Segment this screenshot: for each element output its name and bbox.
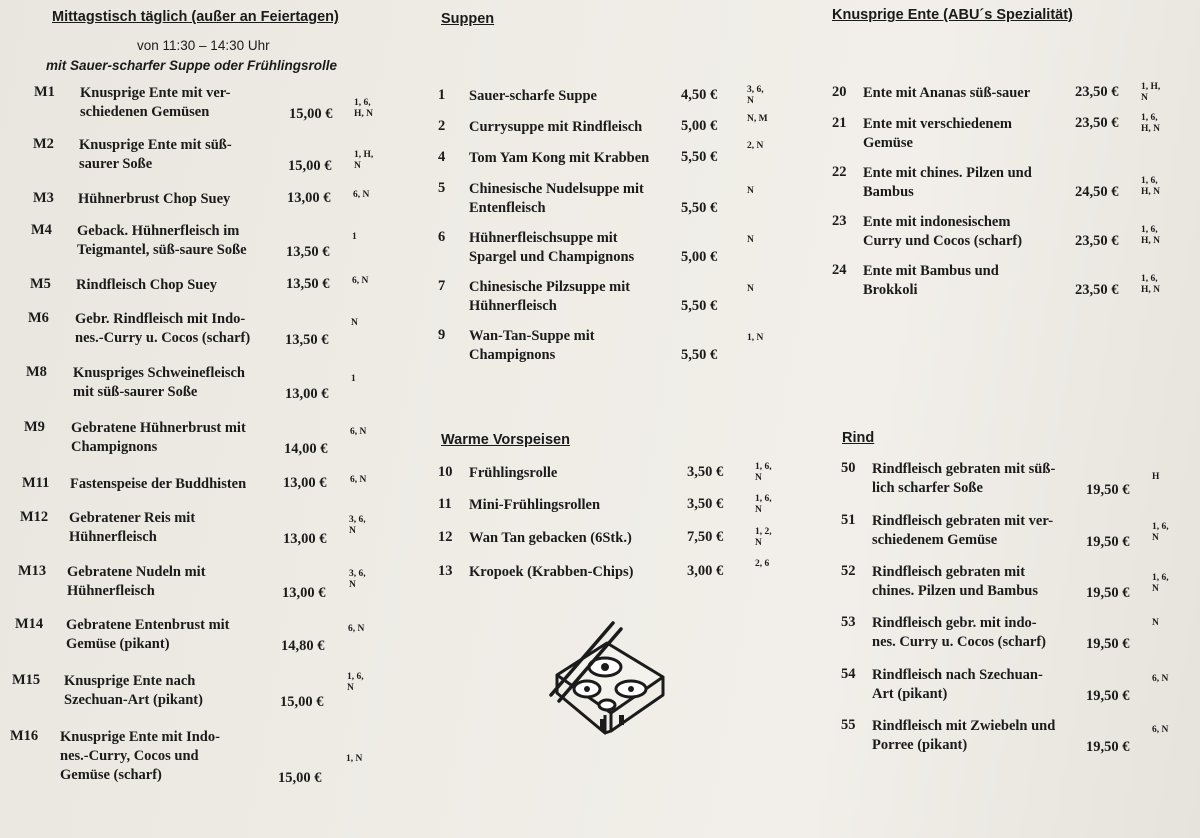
duck-item-name: Ente mit Bambus und Brokkoli — [863, 263, 999, 298]
duck-item-price: 23,50 € — [1075, 115, 1119, 131]
beef-item-price: 19,50 € — [1086, 585, 1130, 601]
beef-item-price: 19,50 € — [1086, 534, 1130, 550]
soups-item-price: 4,50 € — [681, 87, 718, 103]
lunch-item-name: Hühnerbrust Chop Suey — [78, 191, 231, 207]
bento-box-with-chopsticks-icon — [545, 615, 670, 750]
starters-item-allergens: 2, 6 — [755, 559, 770, 569]
starters-item-name: Wan Tan gebacken (6Stk.) — [469, 530, 632, 546]
lunch-item-number: M11 — [22, 475, 50, 491]
lunch-item-price: 13,00 € — [283, 531, 327, 547]
soups-item-name: Chinesische Nudelsuppe mit Entenfleisch — [469, 181, 644, 216]
lunch-item-price: 14,80 € — [281, 638, 325, 654]
duck-item-price: 23,50 € — [1075, 233, 1119, 249]
beef-item-allergens: 6, N — [1152, 674, 1169, 684]
duck-heading: Knusprige Ente (ABU´s Spezialität) — [832, 7, 1073, 23]
lunch-item-name: Gebratener Reis mit Hühnerfleisch — [69, 510, 196, 545]
starters-item-number: 10 — [438, 464, 453, 480]
lunch-item-price: 13,50 € — [286, 276, 330, 292]
starters-item-allergens: 1, 6, N — [755, 462, 772, 483]
beef-item-name: Rindfleisch nach Szechuan- Art (pikant) — [872, 667, 1043, 702]
lunch-item-allergens: 1, N — [346, 754, 363, 764]
duck-item-number: 24 — [832, 262, 847, 278]
lunch-item-price: 15,00 € — [289, 106, 333, 122]
soups-item-allergens: 3, 6, N — [747, 85, 764, 106]
lunch-item-name: Geback. Hühnerfleisch im Teigmantel, süß-saure Soße — [77, 223, 247, 258]
starters-item-price: 7,50 € — [687, 529, 724, 545]
beef-item-allergens: 6, N — [1152, 725, 1169, 735]
lunch-item-number: M13 — [18, 563, 47, 579]
beef-item-price: 19,50 € — [1086, 636, 1130, 652]
beef-item-allergens: 1, 6, N — [1152, 573, 1169, 594]
lunch-item-price: 13,00 € — [287, 190, 331, 206]
duck-item-allergens: 1, 6, H, N — [1141, 274, 1160, 295]
lunch-item-number: M4 — [31, 222, 52, 238]
lunch-item-price: 13,00 € — [285, 386, 329, 402]
beef-item-name: Rindfleisch gebraten mit chines. Pilzen und Bambus — [872, 564, 1038, 599]
starters-item-number: 13 — [438, 563, 453, 579]
lunch-item-allergens: 1 — [351, 374, 356, 384]
beef-item-number: 55 — [841, 717, 856, 733]
lunch-item-number: M16 — [10, 728, 39, 744]
lunch-item-allergens: 1, 6, N — [347, 672, 364, 693]
lunch-item-allergens: 6, N — [350, 475, 367, 485]
soups-item-price: 5,50 € — [681, 200, 718, 216]
starters-item-name: Kropoek (Krabben-Chips) — [469, 564, 634, 580]
soups-item-number: 7 — [438, 278, 446, 294]
beef-item-number: 54 — [841, 666, 856, 682]
duck-item-price: 24,50 € — [1075, 184, 1119, 200]
beef-item-allergens: H — [1152, 472, 1160, 482]
beef-item-number: 51 — [841, 512, 856, 528]
duck-item-name: Ente mit chines. Pilzen und Bambus — [863, 165, 1032, 200]
starters-item-allergens: 1, 6, N — [755, 494, 772, 515]
beef-item-price: 19,50 € — [1086, 482, 1130, 498]
starters-item-number: 12 — [438, 529, 453, 545]
lunch-item-name: Fastenspeise der Buddhisten — [70, 476, 247, 492]
lunch-item-name: Knuspriges Schweinefleisch mit süß-saurer Soße — [73, 365, 245, 400]
soups-item-price: 5,00 € — [681, 249, 718, 265]
beef-item-name: Rindfleisch gebr. mit indo- nes. Curry u. Cocos (scharf) — [872, 615, 1046, 650]
soups-item-name: Tom Yam Kong mit Krabben — [469, 150, 650, 166]
lunch-item-number: M2 — [33, 136, 54, 152]
lunch-item-name: Gebr. Rindfleisch mit Indo- nes.-Curry u. Cocos (scharf) — [75, 311, 251, 346]
lunch-item-number: M1 — [34, 84, 55, 100]
starters-item-price: 3,50 € — [687, 464, 724, 480]
duck-item-name: Ente mit verschiedenem Gemüse — [863, 116, 1012, 151]
duck-item-allergens: 1, 6, H, N — [1141, 225, 1160, 246]
beef-item-allergens: 1, 6, N — [1152, 522, 1169, 543]
starters-item-number: 11 — [438, 496, 452, 512]
lunch-item-number: M14 — [15, 616, 44, 632]
lunch-item-number: M5 — [30, 276, 51, 292]
lunch-with-note: mit Sauer-scharfer Suppe oder Frühlingsrolle — [46, 58, 338, 73]
lunch-item-name: Knusprige Ente nach Szechuan-Art (pikant) — [64, 673, 203, 708]
lunch-item-allergens: 3, 6, N — [349, 569, 366, 590]
soups-item-price: 5,50 € — [681, 347, 718, 363]
soups-item-price: 5,50 € — [681, 298, 718, 314]
lunch-item-allergens: 6, N — [348, 624, 365, 634]
starters-item-price: 3,00 € — [687, 563, 724, 579]
soups-item-price: 5,00 € — [681, 118, 718, 134]
lunch-item-number: M15 — [12, 672, 41, 688]
beef-item-number: 53 — [841, 614, 856, 630]
soups-item-name: Currysuppe mit Rindfleisch — [469, 119, 643, 135]
lunch-item-name: Gebratene Nudeln mit Hühnerfleisch — [67, 564, 206, 599]
beef-item-number: 50 — [841, 460, 856, 476]
soups-item-name: Sauer-scharfe Suppe — [469, 88, 597, 104]
starters-item-name: Frühlingsrolle — [469, 465, 558, 481]
duck-item-number: 23 — [832, 213, 847, 229]
soups-heading: Suppen — [441, 11, 495, 27]
beef-item-number: 52 — [841, 563, 856, 579]
lunch-item-price: 13,50 € — [286, 244, 330, 260]
lunch-item-allergens: 3, 6, N — [349, 515, 366, 536]
beef-heading: Rind — [842, 430, 875, 446]
lunch-item-name: Gebratene Hühnerbrust mit Champignons — [71, 420, 246, 455]
beef-item-price: 19,50 € — [1086, 739, 1130, 755]
lunch-item-price: 13,00 € — [282, 585, 326, 601]
lunch-item-number: M6 — [28, 310, 49, 326]
starters-item-name: Mini-Frühlingsrollen — [469, 497, 601, 513]
lunch-hours: von 11:30 – 14:30 Uhr — [137, 38, 270, 53]
duck-item-number: 22 — [832, 164, 847, 180]
duck-item-number: 21 — [832, 115, 847, 131]
lunch-item-name: Knusprige Ente mit süß- saurer Soße — [79, 137, 232, 172]
lunch-item-allergens: 1, 6, H, N — [354, 98, 373, 119]
duck-item-name: Ente mit Ananas süß-sauer — [863, 85, 1031, 101]
lunch-item-allergens: N — [351, 318, 358, 328]
soups-item-allergens: N, M — [747, 114, 768, 124]
soups-item-name: Wan-Tan-Suppe mit Champignons — [469, 328, 595, 363]
soups-item-allergens: N — [747, 235, 754, 245]
duck-item-allergens: 1, 6, H, N — [1141, 176, 1160, 197]
soups-item-number: 4 — [438, 149, 446, 165]
lunch-item-number: M9 — [24, 419, 45, 435]
soups-item-allergens: 1, N — [747, 333, 764, 343]
duck-item-price: 23,50 € — [1075, 84, 1119, 100]
soups-item-number: 1 — [438, 87, 446, 103]
soups-item-name: Hühnerfleischsuppe mit Spargel und Champignons — [469, 230, 635, 265]
lunch-item-name: Rindfleisch Chop Suey — [76, 277, 218, 293]
soups-item-allergens: N — [747, 284, 754, 294]
beef-item-name: Rindfleisch gebraten mit süß- lich scharfer Soße — [872, 461, 1056, 496]
duck-item-price: 23,50 € — [1075, 282, 1119, 298]
beef-item-price: 19,50 € — [1086, 688, 1130, 704]
soups-item-allergens: N — [747, 186, 754, 196]
lunch-item-price: 15,00 € — [280, 694, 324, 710]
soups-item-price: 5,50 € — [681, 149, 718, 165]
duck-item-allergens: 1, 6, H, N — [1141, 113, 1160, 134]
duck-item-number: 20 — [832, 84, 847, 100]
lunch-item-allergens: 6, N — [352, 276, 369, 286]
beef-item-name: Rindfleisch gebraten mit ver- schiedenem Gemüse — [872, 513, 1054, 548]
starters-item-price: 3,50 € — [687, 496, 724, 512]
soups-item-number: 5 — [438, 180, 446, 196]
duck-item-allergens: 1, H, N — [1141, 82, 1161, 103]
soups-item-allergens: 2, N — [747, 141, 764, 151]
soups-item-name: Chinesische Pilzsuppe mit Hühnerfleisch — [469, 279, 631, 314]
soups-item-number: 9 — [438, 327, 446, 343]
beef-item-name: Rindfleisch mit Zwiebeln und Porree (pikant) — [872, 718, 1056, 753]
lunch-item-allergens: 1 — [352, 232, 357, 242]
soups-item-number: 2 — [438, 118, 446, 134]
lunch-item-number: M8 — [26, 364, 47, 380]
duck-item-name: Ente mit indonesischem Curry und Cocos (scharf) — [863, 214, 1023, 249]
soups-item-number: 6 — [438, 229, 446, 245]
lunch-item-name: Gebratene Entenbrust mit Gemüse (pikant) — [66, 617, 230, 652]
lunch-item-name: Knusprige Ente mit Indo- nes.-Curry, Cocos und Gemüse (scharf) — [60, 729, 220, 783]
beef-item-allergens: N — [1152, 618, 1159, 628]
lunch-item-allergens: 6, N — [350, 427, 367, 437]
lunch-item-price: 15,00 € — [278, 770, 322, 786]
starters-heading: Warme Vorspeisen — [441, 432, 570, 448]
starters-item-allergens: 1, 2, N — [755, 527, 772, 548]
lunch-item-number: M12 — [20, 509, 49, 525]
lunch-item-price: 14,00 € — [284, 441, 328, 457]
lunch-item-price: 13,50 € — [285, 332, 329, 348]
lunch-item-allergens: 6, N — [353, 190, 370, 200]
lunch-item-price: 15,00 € — [288, 158, 332, 174]
lunch-item-price: 13,00 € — [283, 475, 327, 491]
lunch-item-allergens: 1, H, N — [354, 150, 374, 171]
lunch-item-name: Knusprige Ente mit ver- schiedenen Gemüsen — [80, 85, 231, 120]
lunch-heading: Mittagstisch täglich (außer an Feiertagen) — [52, 9, 339, 25]
lunch-item-number: M3 — [33, 190, 54, 206]
